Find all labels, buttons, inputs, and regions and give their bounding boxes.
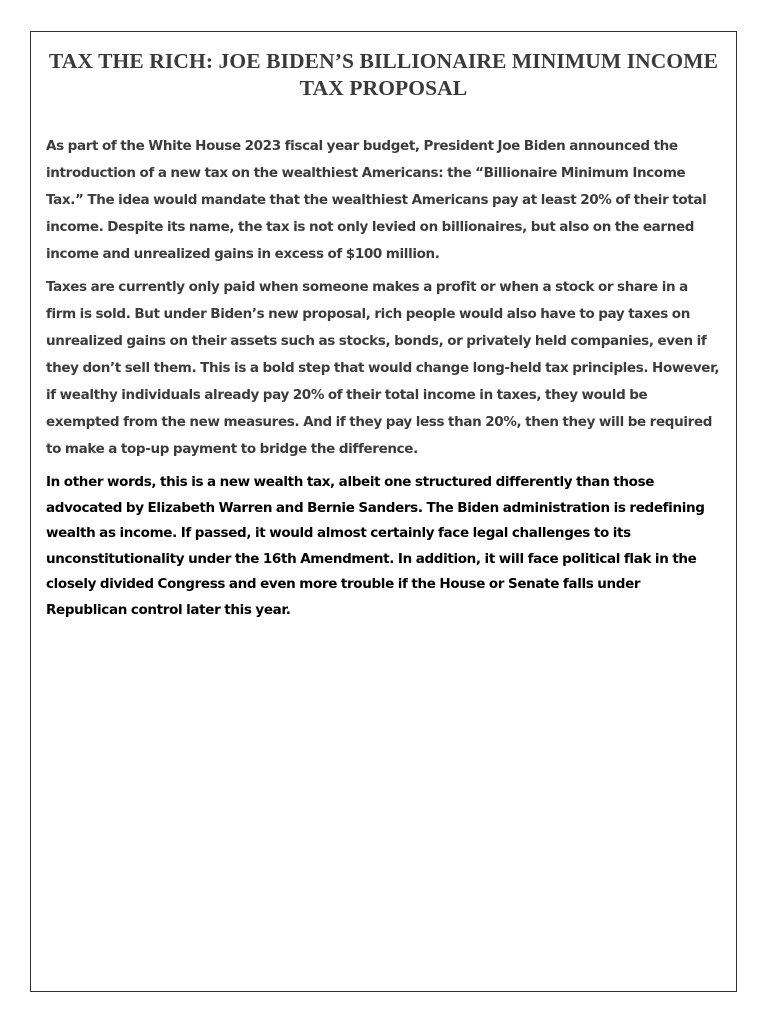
document-title: TAX THE RICH: JOE BIDEN’S BILLIONAIRE MINIMUM INCOME TAX PROPOSAL <box>48 49 719 100</box>
document-body <box>46 133 720 623</box>
paragraph-unrealized-gains: Taxes are currently only paid when someone makes a profit or when a stock or share in a firm is sold. But under Biden’s new proposal, rich people would also have to pay taxes on unrealized gains on their assets such as stocks, bonds, or privately held companies, even if they don’t sell them. This is a bold step that would change long-held tax principles. However, if wealthy individuals already pay 20% of their total income in taxes, they would be exempted from the new measures. And if they pay less than 20%, then they will be required to make a top-up payment to bridge the difference. <box>46 279 720 457</box>
document-page <box>30 31 737 992</box>
paragraph-wealth-tax: In other words, this is a new wealth tax, albeit one structured differently than those advocated by Elizabeth Warren and Bernie Sanders. The Biden administration is redefining wealth as income. If passed, it would almost certainly face legal challenges to its unconstitutionality under the 16th Amendment. In addition, it will face political flak in the closely divided Congress and even more trouble if the House or Senate falls under Republican control later this year. <box>46 474 705 618</box>
paragraph-budget-announcement: As part of the White House 2023 fiscal year budget, President Joe Biden announced the introduction of a new tax on the wealthiest Americans: the “Billionaire Minimum Income Tax.” The idea would mandate that the wealthiest Americans pay at least 20% of their total income. Despite its name, the tax is not only levied on billionaires, but also on the earned income and unrealized gains in excess of $100 million. <box>46 138 707 262</box>
